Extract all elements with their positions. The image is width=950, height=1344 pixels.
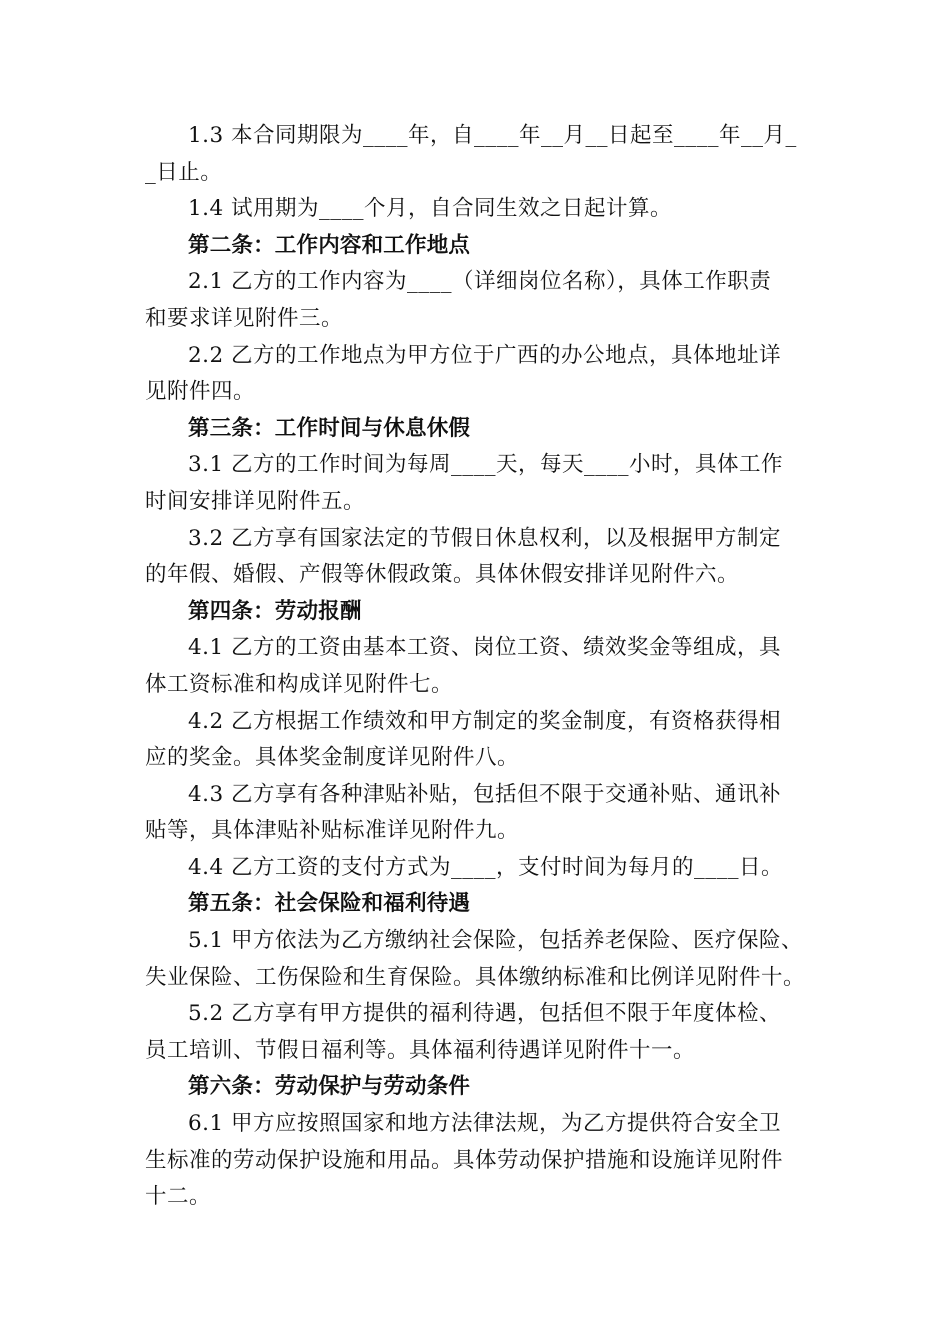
clause-2-2-line-1: 2.2 乙方的工作地点为甲方位于广西的办公地点，具体地址详 xyxy=(188,342,782,368)
document-body xyxy=(145,118,810,1216)
clause-4-2-line-1: 4.2 乙方根据工作绩效和甲方制定的奖金制度，有资格获得相 xyxy=(188,708,782,734)
clause-4-1-line-2: 体工资标准和构成详见附件七。 xyxy=(145,671,454,697)
clause-6-1-line-3: 十二。 xyxy=(145,1184,212,1210)
clause-3-2-line-2: 的年假、婚假、产假等休假政策。具体休假安排详见附件六。 xyxy=(145,562,740,588)
clause-1-3-line-2: _日止。 xyxy=(145,159,223,185)
clause-6-1-line-1: 6.1 甲方应按照国家和地方法律法规，为乙方提供符合安全卫 xyxy=(188,1111,782,1137)
clause-5-1-line-1: 5.1 甲方依法为乙方缴纳社会保险，包括养老保险、医疗保险、 xyxy=(188,928,804,954)
clause-6-1-line-2: 生标准的劳动保护设施和用品。具体劳动保护措施和设施详见附件 xyxy=(145,1147,784,1173)
article-4-heading: 第四条：劳动报酬 xyxy=(188,598,362,624)
clause-5-2-line-1: 5.2 乙方享有甲方提供的福利待遇，包括但不限于年度体检、 xyxy=(188,1001,782,1027)
clause-3-2-line-1: 3.2 乙方享有国家法定的节假日休息权利，以及根据甲方制定 xyxy=(188,525,782,551)
clause-2-2-line-2: 见附件四。 xyxy=(145,379,256,405)
clause-4-1-line-1: 4.1 乙方的工资由基本工资、岗位工资、绩效奖金等组成，具 xyxy=(188,635,782,661)
clause-3-1-line-1: 3.1 乙方的工作时间为每周____天，每天____小时，具体工作 xyxy=(188,452,784,478)
clause-3-1-line-2: 时间安排详见附件五。 xyxy=(145,488,366,514)
article-2-heading: 第二条：工作内容和工作地点 xyxy=(188,232,471,258)
clause-5-1-line-2: 失业保险、工伤保险和生育保险。具体缴纳标准和比例详见附件十。 xyxy=(145,964,806,990)
clause-2-1-line-1: 2.1 乙方的工作内容为____（详细岗位名称），具体工作职责 xyxy=(188,269,772,295)
article-3-heading: 第三条：工作时间与休息休假 xyxy=(188,415,471,441)
article-5-heading: 第五条：社会保险和福利待遇 xyxy=(188,891,471,917)
clause-4-3-line-2: 贴等，具体津贴补贴标准详见附件九。 xyxy=(145,818,520,844)
clause-2-1-line-2: 和要求详见附件三。 xyxy=(145,305,344,331)
clause-4-3-line-1: 4.3 乙方享有各种津贴补贴，包括但不限于交通补贴、通讯补 xyxy=(188,781,782,807)
clause-5-2-line-2: 员工培训、节假日福利等。具体福利待遇详见附件十一。 xyxy=(145,1037,696,1063)
clause-4-2-line-2: 应的奖金。具体奖金制度详见附件八。 xyxy=(145,745,520,771)
article-6-heading: 第六条：劳动保护与劳动条件 xyxy=(188,1074,471,1100)
clause-1-4: 1.4 试用期为____个月，自合同生效之日起计算。 xyxy=(188,196,673,222)
clause-4-4: 4.4 乙方工资的支付方式为____，支付时间为每月的____日。 xyxy=(188,854,784,880)
clause-1-3-line-1: 1.3 本合同期限为____年，自____年__月__日起至____年__月_ xyxy=(188,123,797,148)
